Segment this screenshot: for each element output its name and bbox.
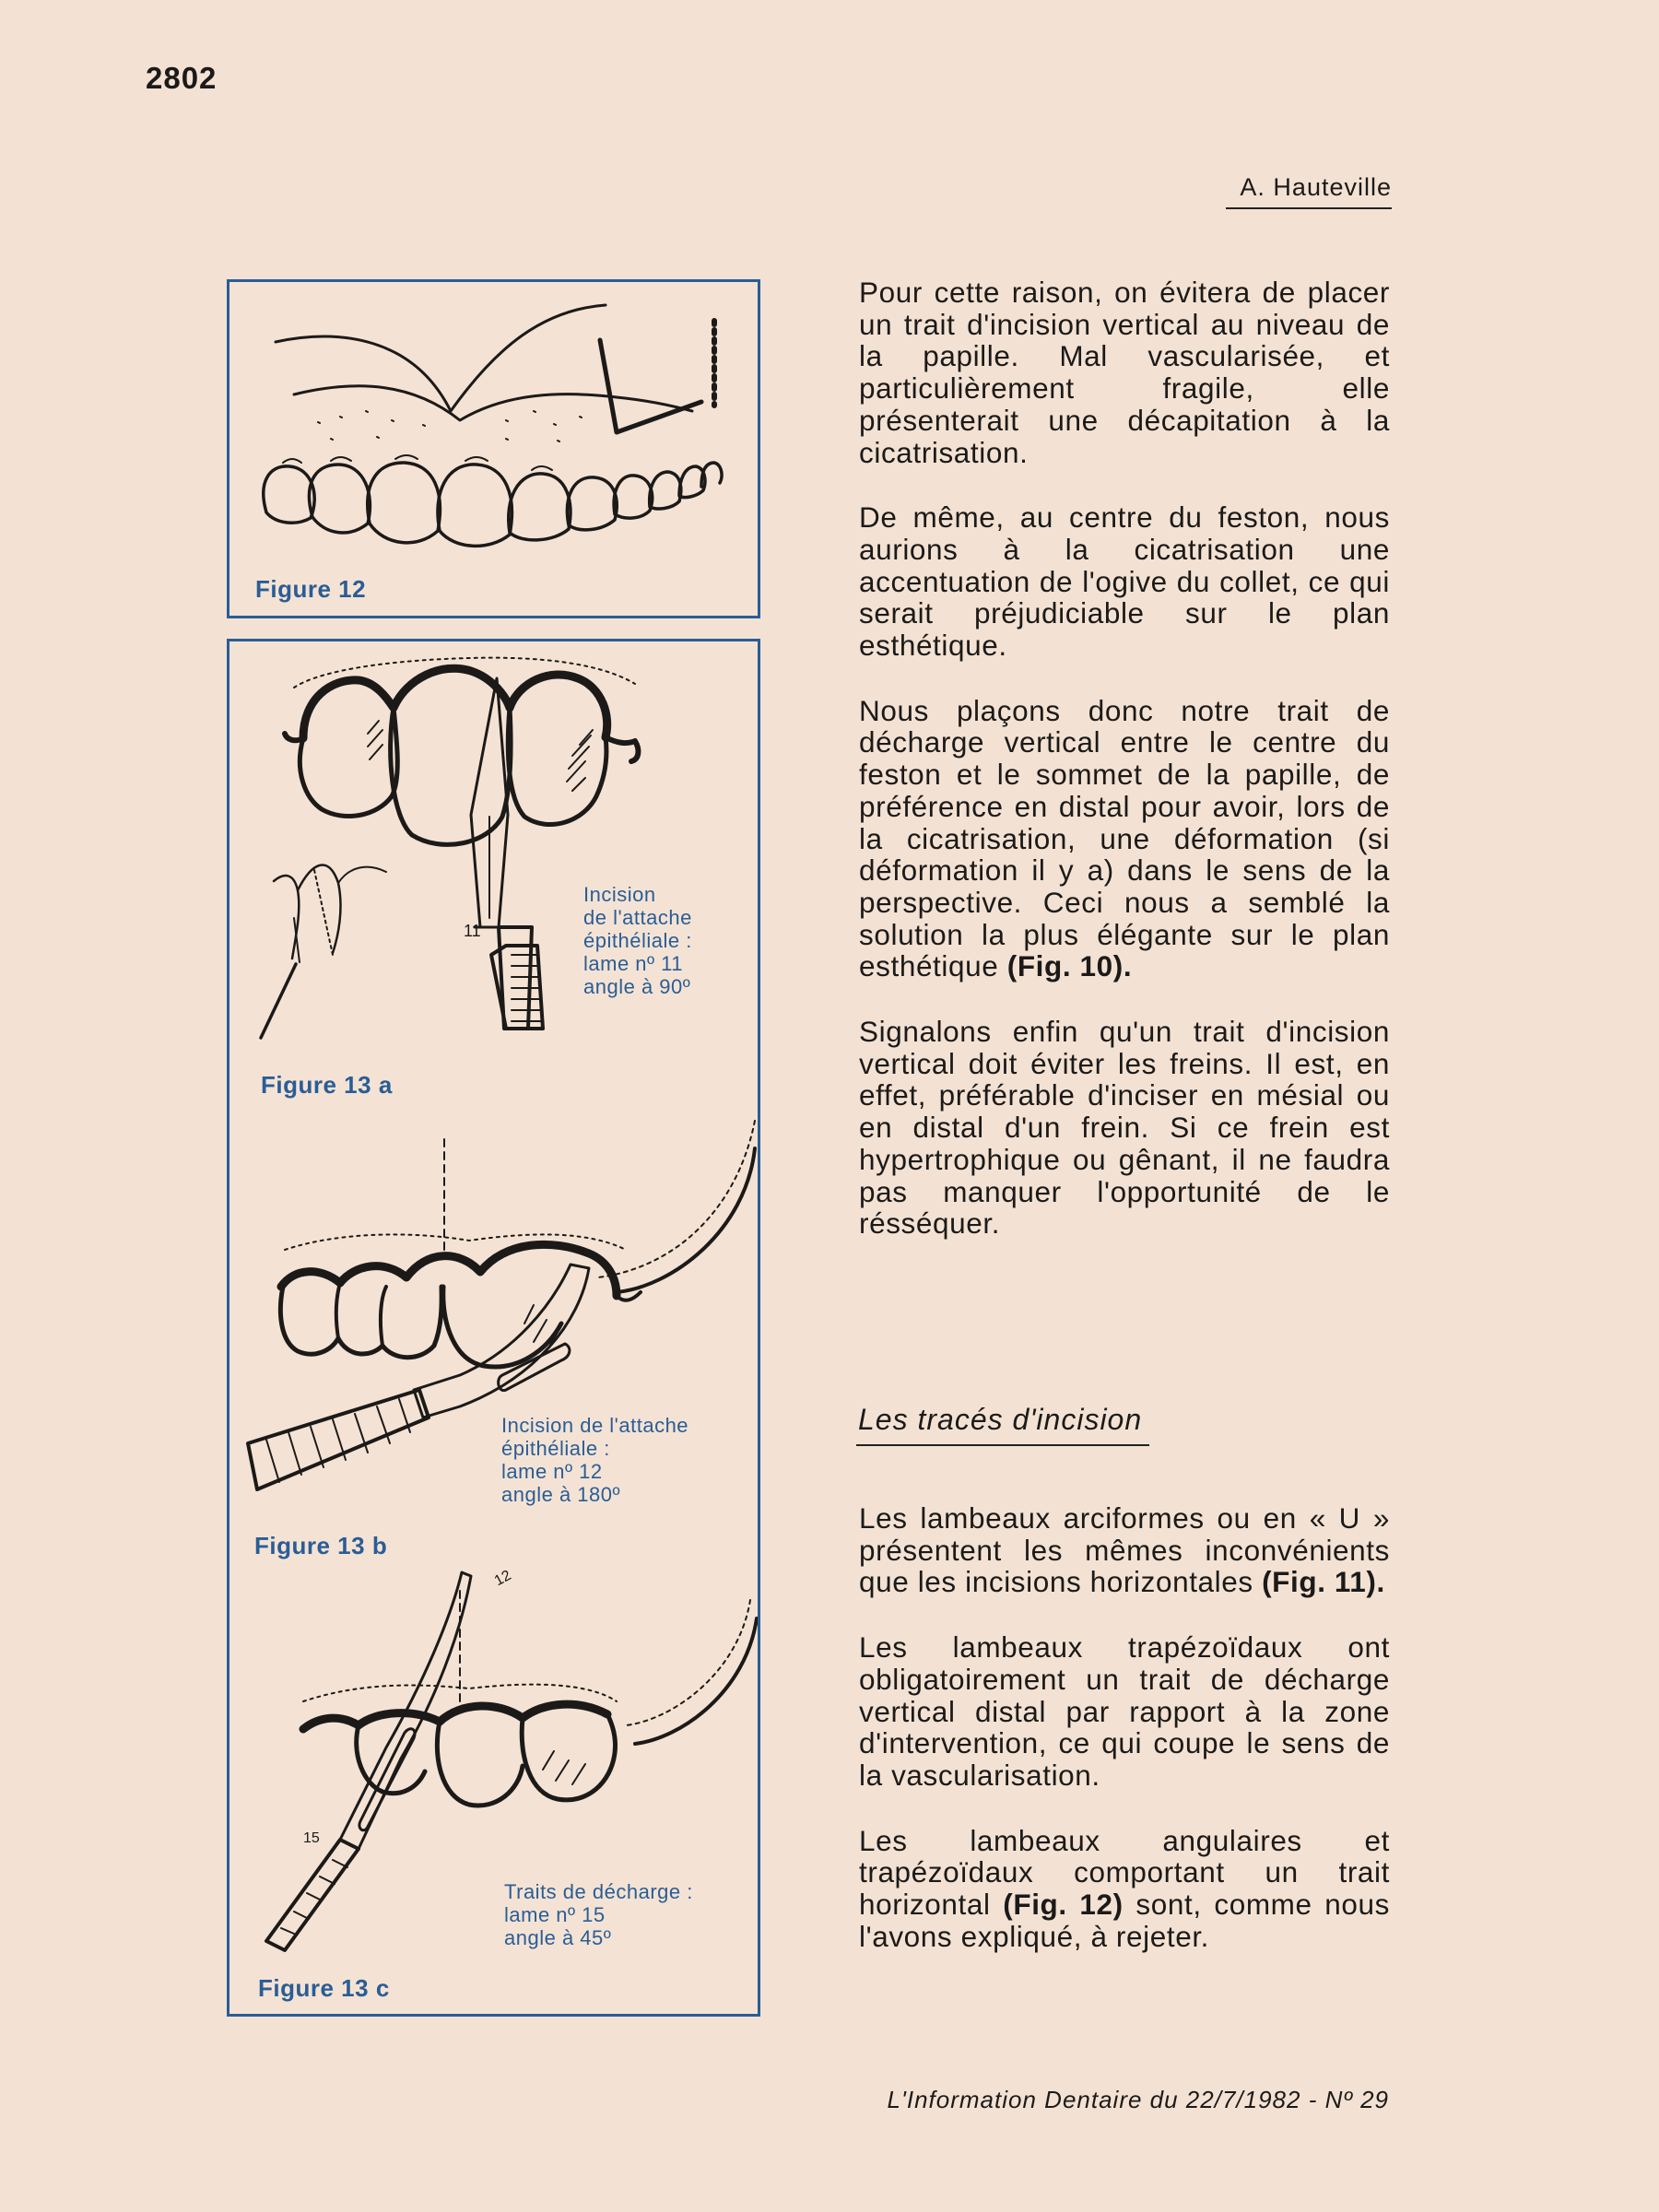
figure-13c-blade-label: 15 — [303, 1830, 320, 1846]
figure-13a-note-line: lame nº 11 — [583, 952, 684, 975]
paragraph-1: Pour cette raison, on évitera de placer un trait d'incision vertical au niveau de la papille. Mal vascularisée, et particulièrement fragile, elle présenterait une décapitation à la cicatrisation. — [859, 276, 1390, 469]
figure-13b-note-line: Incision de l'attache — [501, 1414, 689, 1437]
paragraph-7-text-a: Les lambeaux angulaires et trapézoïdaux comportant un trait horizontal — [859, 1823, 1390, 1922]
figure-13a-blade-label: 11 — [464, 922, 481, 940]
body-text-column-2 — [859, 1502, 1390, 1985]
figure-12-caption: Figure 12 — [255, 575, 367, 603]
paragraph-4: Signalons enfin qu'un trait d'incision vertical doit éviter les freins. Il est, en effet, préférable d'inciser en mésial ou en distal d'un frein. Si ce frein est hypertrophique ou gênant, il ne faudra pas manquer l'opportunité de le résséquer. — [859, 1015, 1390, 1241]
figure-13-panel — [227, 639, 760, 2017]
figure-13a-note-line: Incision — [583, 883, 656, 906]
figure-13c-note — [504, 1880, 693, 1949]
figure-13c-note-line: Traits de décharge : — [504, 1880, 693, 1903]
figure-13b-blade-label: 12 — [491, 1567, 514, 1590]
paragraph-7-text-b: sont, comme nous l'avons expliqué, à rejeter. — [859, 1888, 1390, 1953]
figure-13a-note-line: de l'attache — [583, 906, 692, 929]
paragraph-7 — [859, 1825, 1390, 1953]
figure-reference: (Fig. 12) — [1003, 1888, 1124, 1922]
figure-12-illustration — [229, 282, 758, 616]
page-number: 2802 — [146, 61, 218, 95]
author-name: A. Hauteville — [1226, 173, 1392, 209]
figure-12-panel — [227, 279, 760, 618]
figure-13a-drawing — [261, 658, 638, 1038]
body-text-column — [859, 276, 1390, 1273]
figure-13b-caption: Figure 13 b — [254, 1532, 388, 1559]
section-heading: Les tracés d'incision — [856, 1403, 1149, 1446]
figure-13b-note-line: angle à 180º — [501, 1483, 621, 1506]
figure-13c-caption: Figure 13 c — [258, 1974, 390, 2002]
figure-13b-note-line: lame nº 12 — [501, 1460, 603, 1483]
figure-reference: (Fig. 10). — [1006, 949, 1133, 983]
figure-13b-note — [501, 1414, 688, 1506]
figure-13c-note-line: angle à 45º — [504, 1926, 612, 1949]
paragraph-6: Les lambeaux trapézoïdaux ont obligatoirement un trait de décharge vertical distal par rapport à la zone d'intervention, ce qui coupe le sens de la vascularisation. — [859, 1630, 1390, 1792]
figure-13a-caption: Figure 13 a — [261, 1071, 393, 1099]
figure-13a-note-line: angle à 90º — [583, 975, 691, 998]
figure-13a-note — [583, 883, 692, 998]
figure-reference: (Fig. 11). — [1262, 1565, 1385, 1599]
paragraph-3 — [859, 695, 1390, 982]
journal-footer: L'Information Dentaire du 22/7/1982 - Nº 29 — [887, 2086, 1389, 2113]
figure-13-illustration — [229, 641, 758, 2014]
figure-13c-note-line: lame nº 15 — [504, 1903, 606, 1926]
paragraph-5-text: Les lambeaux arciformes ou en « U » présentent les mêmes inconvénients que les incisions horizontales — [859, 1501, 1390, 1599]
figure-13a-note-line: épithéliale : — [583, 929, 692, 952]
figure-13b-note-line: épithéliale : — [501, 1437, 610, 1460]
paragraph-2: De même, au centre du feston, nous aurions à la cicatrisation une accentuation de l'ogive du collet, ce qui serait préjudiciable sur le plan esthétique. — [859, 500, 1390, 663]
paragraph-3-text: Nous plaçons donc notre trait de décharge vertical entre le centre du feston et le sommet de la papille, de préférence en distal pour avoir, lors de la cicatrisation, une déformation (si déformation il y a) dans le sens de la perspective. Ceci nous a semblé la solution la plus élégante sur le plan esthétique — [859, 693, 1390, 983]
paragraph-5 — [859, 1502, 1390, 1598]
